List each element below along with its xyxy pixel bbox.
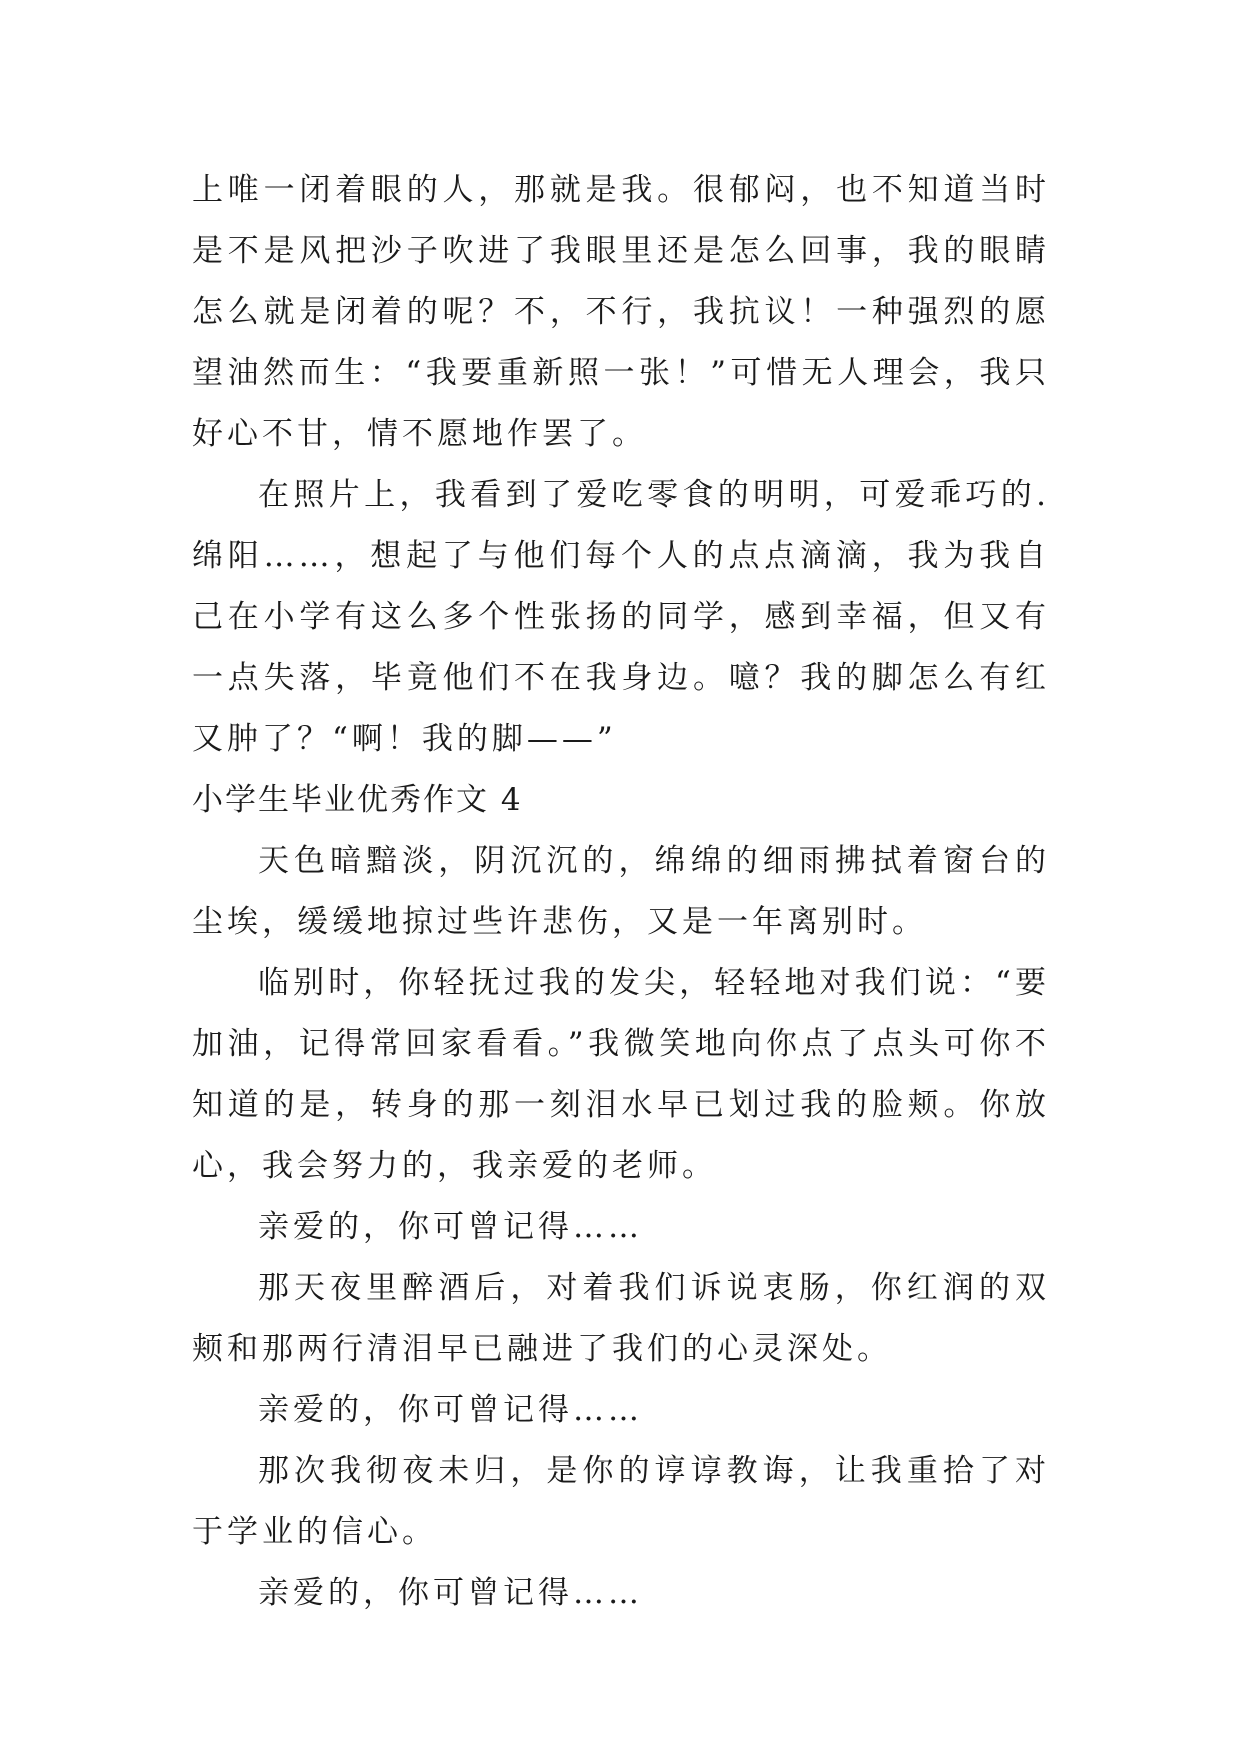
paragraph-weather: 天色暗黯淡，阴沉沉的，绵绵的细雨拂拭着窗台的尘埃，缓缓地掠过些许悲伤，又是一年离别时。 bbox=[192, 843, 1050, 940]
paragraph-farewell: 临别时，你轻抚过我的发尖，轻轻地对我们说：“要加油，记得常回家看看。”我微笑地向你点了点头可你不知道的是，转身的那一刻泪水早已划过我的脸颊。你放心，我会努力的，我亲爱的老师。 bbox=[192, 965, 1050, 1184]
paragraph-night: 那天夜里醉酒后，对着我们诉说衷肠，你红润的双颊和那两行清泪早已融进了我们的心灵深处。 bbox=[192, 1270, 1050, 1367]
paragraph-photo-memories: 在照片上，我看到了爱吃零食的明明，可爱乖巧的.绵阳……，想起了与他们每个人的点点滴滴，我为我自己在小学有这么多个性张扬的同学，感到幸福，但又有一点失落，毕竟他们不在我身边。噫？我的脚怎么有红又肿了？“啊！我的脚——” bbox=[192, 477, 1050, 757]
paragraph-refrain-3: 亲爱的，你可曾记得…… bbox=[258, 1575, 643, 1611]
paragraph-continued: 上唯一闭着眼的人，那就是我。很郁闷，也不知道当时是不是风把沙子吹进了我眼里还是怎么回事，我的眼睛怎么就是闭着的呢？不，不行，我抗议！一种强烈的愿望油然而生：“我要重新照一张！”可惜无人理会，我只好心不甘，情不愿地作罢了。 bbox=[192, 172, 1050, 452]
paragraph-teaching: 那次我彻夜未归，是你的谆谆教诲，让我重拾了对于学业的信心。 bbox=[192, 1453, 1050, 1550]
section-heading: 小学生毕业优秀作文 4 bbox=[192, 782, 523, 818]
paragraph-refrain-1: 亲爱的，你可曾记得…… bbox=[258, 1209, 643, 1245]
paragraph-refrain-2: 亲爱的，你可曾记得…… bbox=[258, 1392, 643, 1428]
document-body bbox=[192, 160, 1050, 1624]
